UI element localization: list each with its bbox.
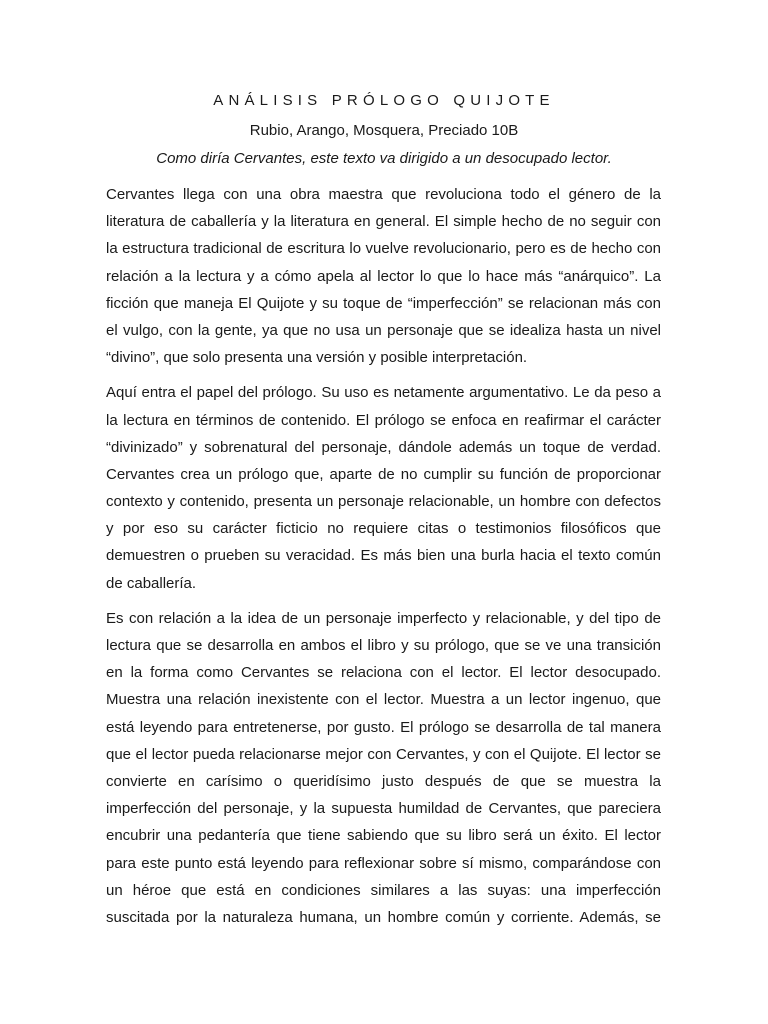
paragraph-line: contexto y contenido, presenta un personaje relacionable, un hombre con defectos <box>106 493 661 511</box>
paragraph-line: la lectura en términos de contenido. El prólogo se enfoca en reafirmar el carácter <box>106 411 661 429</box>
paragraph-line: en la forma como Cervantes se relaciona con el lector. El lector desocupado. <box>106 664 661 682</box>
paragraph-line: un héroe que está en condiciones similares a las suyas: una imperfección <box>106 881 661 899</box>
document-epigraph: Como diría Cervantes, este texto va dirigido a un desocupado lector. <box>156 150 612 167</box>
paragraph-line: convierte en carísimo o queridísimo justo después de que se muestra la <box>106 772 661 790</box>
paragraph-line: y por eso su carácter ficticio no requiere citas o testimonios filosóficos que <box>106 520 661 538</box>
paragraph-2 <box>106 379 661 597</box>
paragraph-line: ficción que maneja El Quijote y su toque de “imperfección” se relacionan más con <box>106 294 661 312</box>
paragraph-line: “divinizado” y sobrenatural del personaje, dándole además un toque de verdad. <box>106 438 661 456</box>
paragraph-line: el vulgo, con la gente, ya que no usa un personaje que se idealiza hasta un nivel <box>106 321 661 339</box>
paragraph-line: la estructura tradicional de escritura lo vuelve revolucionario, pero es de hecho con <box>106 240 661 258</box>
paragraph-line: Cervantes crea un prólogo que, aparte de no cumplir su función de proporcionar <box>106 465 661 483</box>
paragraph-1 <box>106 181 661 371</box>
paragraph-line: relación a la lectura y a cómo apela al lector lo que lo hace más “anárquico”. La <box>106 267 661 285</box>
paragraph-line: que el lector pueda relacionarse mejor con Cervantes, y con el Quijote. El lector se <box>106 745 661 763</box>
paragraph-line: Cervantes llega con una obra maestra que revoluciona todo el género de la <box>106 186 661 203</box>
paragraph-line: imperfección del personaje, y la supuesta humildad de Cervantes, que pareciera <box>106 800 661 818</box>
paragraph-line: de caballería. <box>106 574 197 592</box>
paragraph-line: lectura que se desarrolla en ambos el libro y su prólogo, que se ve una transición <box>106 637 661 654</box>
paragraph-line: encubrir una pedantería que tiene sabiendo que su libro será un éxito. El lector <box>106 827 661 845</box>
paragraph-line: suscitada por la naturaleza humana, un hombre común y corriente. Además, se <box>106 908 661 926</box>
paragraph-line: está leyendo para entretenerse, por gusto. El prólogo se desarrolla de tal manera <box>106 718 661 736</box>
paragraph-line: Es con relación a la idea de un personaje imperfecto y relacionable, y del tipo de <box>106 609 661 627</box>
paragraph-line: literatura de caballería y la literatura en general. El simple hecho de no seguir con <box>106 213 661 231</box>
document-title: ANÁLISIS PRÓLOGO QUIJOTE <box>213 92 555 109</box>
paragraph-line: Aquí entra el papel del prólogo. Su uso es netamente argumentativo. Le da peso a <box>106 384 661 402</box>
paragraph-3 <box>106 605 661 931</box>
paragraph-line: “divino”, que solo presenta una versión y posible interpretación. <box>106 349 528 367</box>
paragraph-line: Muestra una relación inexistente con el lector. Muestra a un lector ingenuo, que <box>106 691 661 709</box>
document-authors: Rubio, Arango, Mosquera, Preciado 10B <box>249 122 519 139</box>
paragraph-line: demuestren o prueben su veracidad. Es más bien una burla hacia el texto común <box>106 547 661 565</box>
paragraph-line: para este punto está leyendo para reflexionar sobre sí mismo, comparándose con <box>106 854 661 872</box>
document-body <box>106 181 661 939</box>
